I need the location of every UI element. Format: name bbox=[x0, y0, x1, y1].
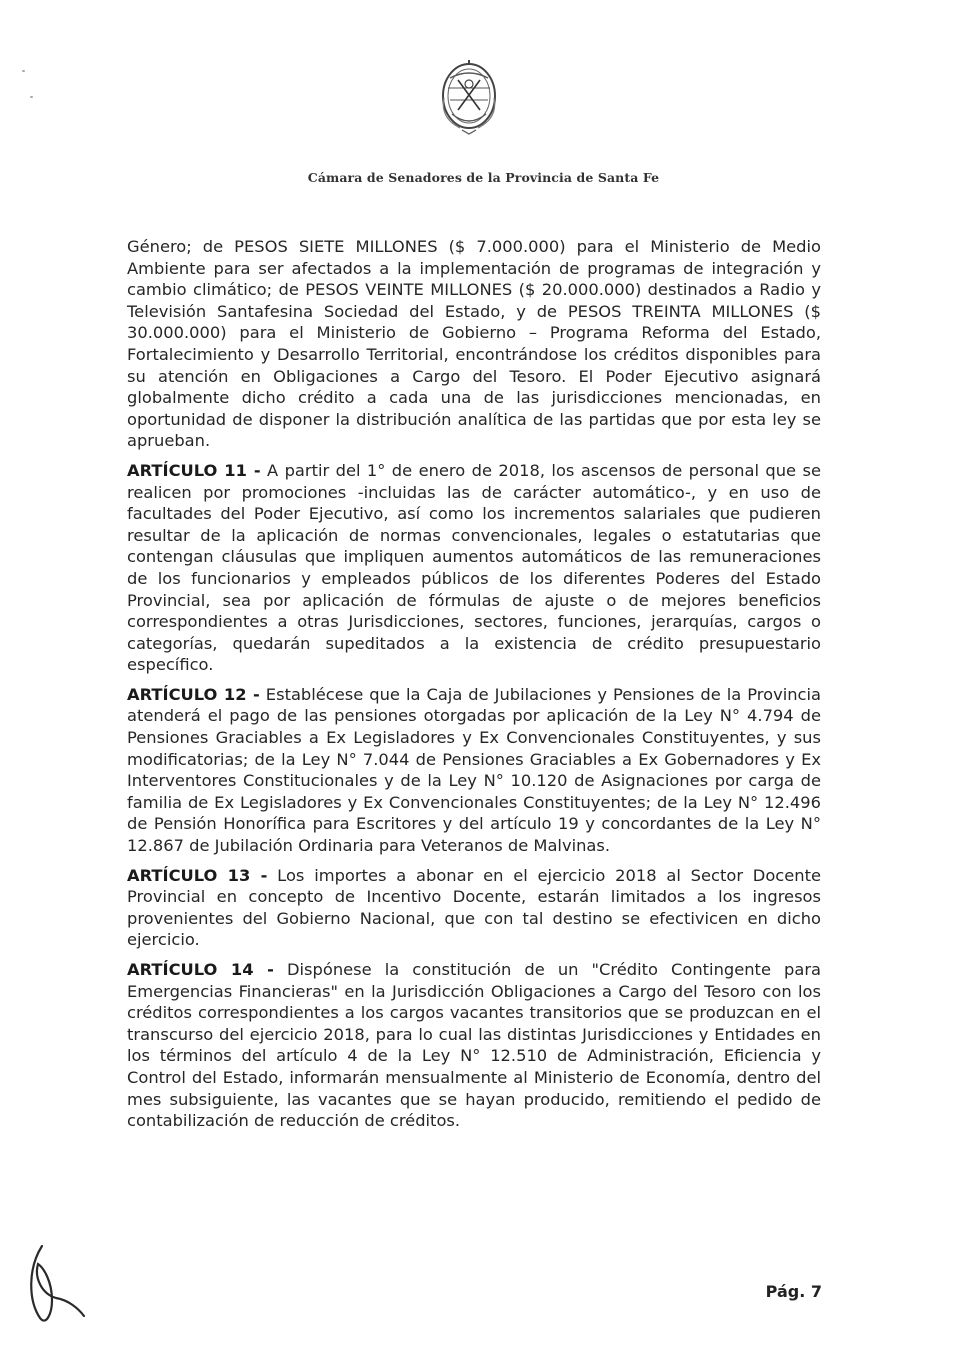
continuation-text: Género; de PESOS SIETE MILLONES ($ 7.000.000) para el Ministerio de Medio Ambiente para ser afectados a la implementación de programas de integración y cambio climático; de PESOS VEINTE MILLONES ($ 20.000.000) destinados a Radio y Televisión Santafesina Sociedad del Estado, y de PESOS TREINTA MILLONES ($ 30.000.000) para el Ministerio de Gobierno – Programa Reforma del Estado, Fortalecimiento y Desarrollo Territorial, encontrándose los créditos disponibles para su atención en Obligaciones a Cargo del Tesoro. El Poder Ejecutivo asignará globalmente dicho crédito a cada una de las jurisdicciones mencionadas, en oportunidad de disponer la distribución analítica de las partidas que por esta ley se aprueban. bbox=[127, 237, 821, 451]
article-12-label: ARTÍCULO 12 - bbox=[127, 684, 260, 704]
document-body bbox=[127, 236, 821, 1140]
chamber-title: Cámara de Senadores de la Provincia de Santa Fe bbox=[307, 170, 660, 185]
provincial-coat-of-arms-icon bbox=[438, 58, 500, 136]
article-12 bbox=[127, 684, 821, 857]
article-14-text: Dispónese la constitución de un "Crédito Contingente para Emergencias Financieras" en la Jurisdicción Obligaciones a Cargo del Tesoro con los créditos correspondientes a los cargos vacantes transitorios que se produzcan en el transcurso del ejercicio 2018, para lo cual las distintas Jurisdicciones y Entidades en los términos del artículo 4 de la Ley N° 12.510 de Administración, Eficiencia y Control del Estado, informarán mensualmente al Ministerio de Economía, dentro del mes subsiguiente, las vacantes que se hayan producido, remitiendo el pedido de contabilización de reducción de créditos. bbox=[127, 960, 822, 1131]
article-13 bbox=[127, 865, 821, 951]
article-13-text: Los importes a abonar en el ejercicio 2018 al Sector Docente Provincial en concepto de Incentivo Docente, estarán limitados a los ingresos provenientes del Gobierno Nacional, que con tal destino se efectivicen en dicho ejercicio. bbox=[127, 865, 821, 950]
article-11-text: A partir del 1° de enero de 2018, los ascensos de personal que se realicen por promociones -incluidas las de carácter automático-, y en uso de facultades del Poder Ejecutivo, así como los incrementos salariales que pudieren resultar de la aplicación de normas convencionales, legales o estatutarias que contengan cláusulas que impliquen aumentos automáticos de las remuneraciones de los funcionarios y empleados públicos de los diferentes Poderes del Estado Provincial, sea por aplicación de fórmulas de ajuste o de mejores beneficios correspondientes a otras Jurisdicciones, sectores, funciones, jerarquías, cargos o categorías, quedarán supeditados a la existencia de crédito presupuestario específico. bbox=[127, 460, 821, 675]
article-12-text: Establécese que la Caja de Jubilaciones y Pensiones de la Provincia atenderá el pago de las pensiones otorgadas por aplicación de la Ley N° 4.794 de Pensiones Graciables a Ex Legisladores y Ex Convencionales Constituyentes, y sus modificatorias; de la Ley N° 7.044 de Pensiones Graciables a Ex Gobernadores y Ex Interventores Constitucionales y de la Ley N° 10.120 de Asignaciones por carga de familia de Ex Legisladores y Ex Convencionales Constituyentes; de la Ley N° 12.496 de Pensión Honorífica para Escritores y del artículo 19 y concordantes de la Ley N° 12.867 de Jubilación Ordinaria para Veteranos de Malvinas. bbox=[127, 684, 821, 856]
continuation-paragraph bbox=[127, 236, 821, 452]
scan-speck bbox=[30, 96, 33, 98]
scan-speck bbox=[22, 70, 25, 72]
article-14 bbox=[127, 959, 821, 1132]
article-13-label: ARTÍCULO 13 - bbox=[127, 865, 268, 885]
article-11-label: ARTÍCULO 11 - bbox=[127, 460, 261, 480]
signature-icon bbox=[22, 1238, 92, 1328]
page-number: Pág. 7 bbox=[765, 1282, 822, 1301]
article-11 bbox=[127, 460, 821, 676]
article-14-label: ARTÍCULO 14 - bbox=[127, 960, 274, 979]
